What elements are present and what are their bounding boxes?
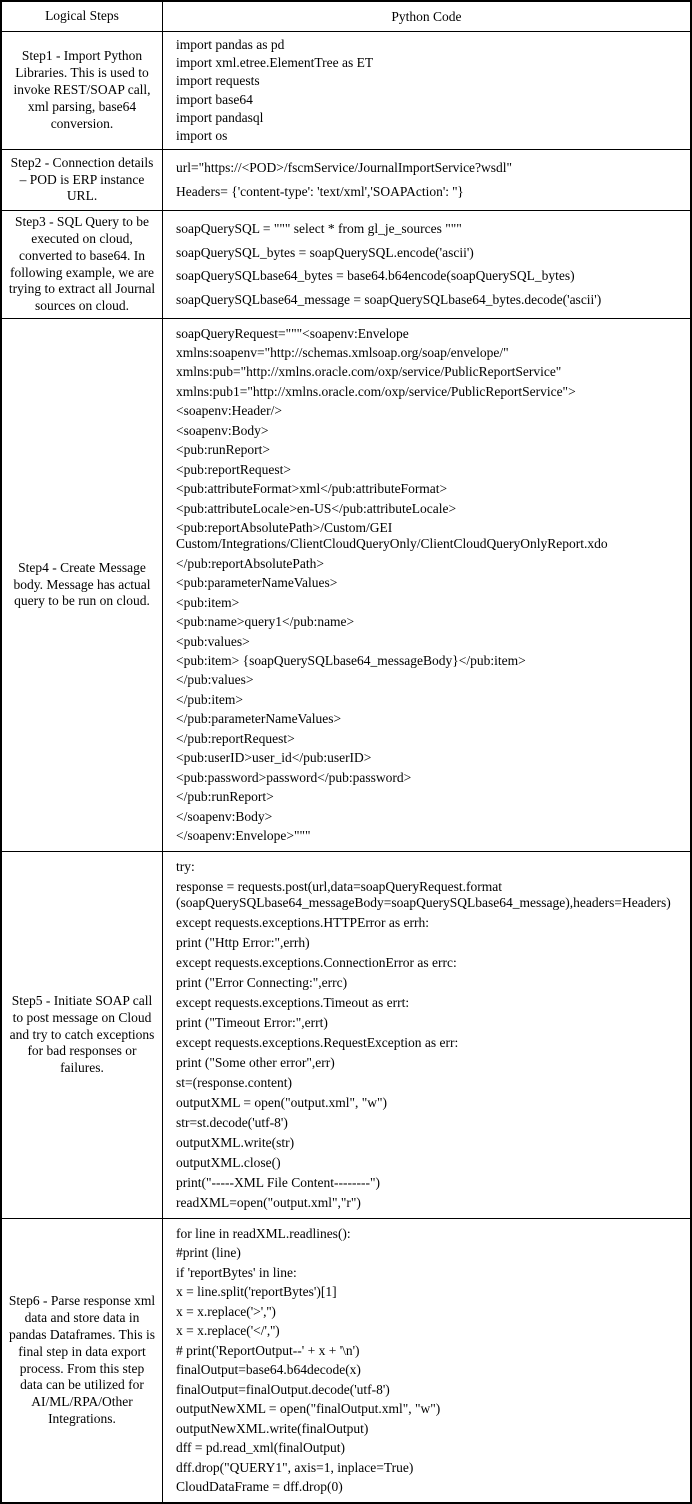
code-line: outputXML.write(str) (176, 1135, 295, 1150)
code-line: print ("Some other error",err) (176, 1055, 335, 1070)
code-line: print ("Error Connecting:",errc) (176, 975, 348, 990)
code-line: <pub:name>query1</pub:name> (176, 614, 355, 630)
code-line: finalOutput=finalOutput.decode('utf-8') (176, 1381, 390, 1397)
python-code-cell-1 (163, 32, 690, 149)
code-line: <soapenv:Header/> (176, 403, 282, 419)
code-line: outputNewXML = open("finalOutput.xml", "w") (176, 1401, 441, 1417)
code-line: <pub:attributeLocale>en-US</pub:attributeLocale> (176, 500, 457, 516)
python-code-cell-2 (163, 150, 690, 210)
code-line: <pub:reportRequest> (176, 461, 291, 477)
step-description-5: Step5 - Initiate SOAP call to post message on Cloud and try to catch exceptions for bad responses or failures. (2, 852, 163, 1218)
code-line: for line in readXML.readlines(): (176, 1225, 351, 1241)
python-code-cell-5 (163, 852, 690, 1218)
code-line: </pub:parameterNameValues> (176, 711, 342, 727)
code-line: Headers= {'content-type': 'text/xml','SOAPAction': ''} (176, 183, 464, 199)
step-description-3: Step3 - SQL Query to be executed on cloud, converted to base64. In following example, we are trying to extract all Journal sources on cloud. (2, 211, 163, 318)
code-line: str=st.decode('utf-8') (176, 1115, 288, 1130)
code-line: import pandasql (176, 109, 264, 125)
code-line: except requests.exceptions.HTTPError as errh: (176, 915, 430, 930)
code-line: xmlns:soapenv="http://schemas.xmlsoap.org/soap/envelope/" (176, 345, 509, 361)
code-line: except requests.exceptions.RequestException as err: (176, 1035, 459, 1050)
code-line: except requests.exceptions.ConnectionError as errc: (176, 955, 457, 970)
code-line: x = x.replace('</','') (176, 1323, 280, 1339)
code-line: dff.drop("QUERY1", axis=1, inplace=True) (176, 1459, 414, 1475)
code-line: soapQuerySQLbase64_message = soapQuerySQLbase64_bytes.decode('ascii') (176, 291, 602, 307)
code-line: <pub:attributeFormat>xml</pub:attributeFormat> (176, 481, 448, 497)
code-line: <pub:runReport> (176, 442, 270, 458)
python-code-cell-3 (163, 211, 690, 318)
step-row-4 (2, 319, 690, 852)
code-line: <pub:item> {soapQuerySQLbase64_messageBody}</pub:item> (176, 652, 526, 668)
code-line: <pub:password>password</pub:password> (176, 769, 412, 785)
code-line: soapQueryRequest="""<soapenv:Envelope (176, 325, 409, 341)
step-row-1 (2, 32, 690, 150)
code-line: <pub:values> (176, 633, 250, 649)
code-line: import base64 (176, 91, 253, 107)
step-description-1: Step1 - Import Python Libraries. This is used to invoke REST/SOAP call, xml parsing, base64 conversion. (2, 32, 163, 149)
code-line: x = line.split('reportBytes')[1] (176, 1284, 337, 1300)
code-line: soapQuerySQL = """ select * from gl_je_sources """ (176, 221, 462, 237)
python-code-cell-4 (163, 319, 690, 851)
code-line: </pub:values> (176, 672, 254, 688)
code-line: <pub:item> (176, 594, 240, 610)
code-line: print ("Http Error:",errh) (176, 935, 310, 950)
code-line: import xml.etree.ElementTree as ET (176, 55, 374, 71)
table-header-row (2, 2, 690, 32)
step-row-6 (2, 1219, 690, 1502)
code-line: url="https://<POD>/fscmService/JournalImportService?wsdl" (176, 160, 513, 176)
code-line: <pub:parameterNameValues> (176, 575, 338, 591)
code-line: <soapenv:Body> (176, 422, 269, 438)
code-line: # print('ReportOutput--' + x + '\n') (176, 1342, 360, 1358)
code-line: outputXML.close() (176, 1155, 281, 1170)
step-row-3 (2, 211, 690, 319)
code-line: readXML=open("output.xml","r") (176, 1195, 361, 1210)
header-python-code: Python Code (391, 8, 462, 24)
code-line: <pub:userID>user_id</pub:userID> (176, 750, 372, 766)
code-line: </pub:reportRequest> (176, 730, 295, 746)
code-line: if 'reportBytes' in line: (176, 1264, 297, 1280)
code-line: import os (176, 127, 228, 143)
code-line: CloudDataFrame = dff.drop(0) (176, 1479, 343, 1495)
header-logical-steps: Logical Steps (2, 2, 163, 31)
code-line: import requests (176, 73, 260, 89)
code-line: response = requests.post(url,data=soapQueryRequest.format (soapQuerySQLbase64_messageBody=soapQuerySQLbase64_message),headers=Headers) (176, 879, 671, 910)
code-line: </pub:reportAbsolutePath> (176, 555, 324, 571)
code-line: </soapenv:Body> (176, 808, 273, 824)
step-row-5 (2, 852, 690, 1219)
code-line: import pandas as pd (176, 37, 285, 53)
code-line: <pub:reportAbsolutePath>/Custom/GEI Custom/Integrations/ClientCloudQueryOnly/ClientCloudQueryOnlyReport.xdo (176, 520, 608, 552)
code-line: soapQuerySQLbase64_bytes = base64.b64encode(soapQuerySQL_bytes) (176, 268, 575, 284)
code-line: </soapenv:Envelope>""" (176, 828, 311, 844)
python-code-cell-6 (163, 1219, 690, 1502)
code-line: </pub:item> (176, 691, 243, 707)
step-description-6: Step6 - Parse response xml data and store data in pandas Dataframes. This is final step in data export process. From this step data can be utilized for AI/ML/RPA/Other Integrations. (2, 1219, 163, 1502)
code-line: outputXML = open("output.xml", "w") (176, 1095, 388, 1110)
code-line: xmlns:pub="http://xmlns.oracle.com/oxp/service/PublicReportService" (176, 364, 562, 380)
code-line: xmlns:pub1="http://xmlns.oracle.com/oxp/service/PublicReportService"> (176, 383, 576, 399)
code-line: st=(response.content) (176, 1075, 292, 1090)
code-line: except requests.exceptions.Timeout as errt: (176, 995, 410, 1010)
code-line: outputNewXML.write(finalOutput) (176, 1420, 369, 1436)
code-line: soapQuerySQL_bytes = soapQuerySQL.encode('ascii') (176, 244, 474, 260)
code-line: #print (line) (176, 1245, 241, 1261)
code-line: print("-----XML File Content--------") (176, 1175, 380, 1190)
code-line: try: (176, 859, 195, 875)
code-line: </pub:runReport> (176, 789, 274, 805)
step-description-2: Step2 - Connection details – POD is ERP instance URL. (2, 150, 163, 210)
code-line: finalOutput=base64.b64decode(x) (176, 1362, 361, 1378)
step-description-4: Step4 - Create Message body. Message has actual query to be run on cloud. (2, 319, 163, 851)
code-line: x = x.replace('>','') (176, 1303, 276, 1319)
code-line: dff = pd.read_xml(finalOutput) (176, 1440, 345, 1456)
code-line: print ("Timeout Error:",errt) (176, 1015, 328, 1030)
step-row-2 (2, 150, 690, 211)
